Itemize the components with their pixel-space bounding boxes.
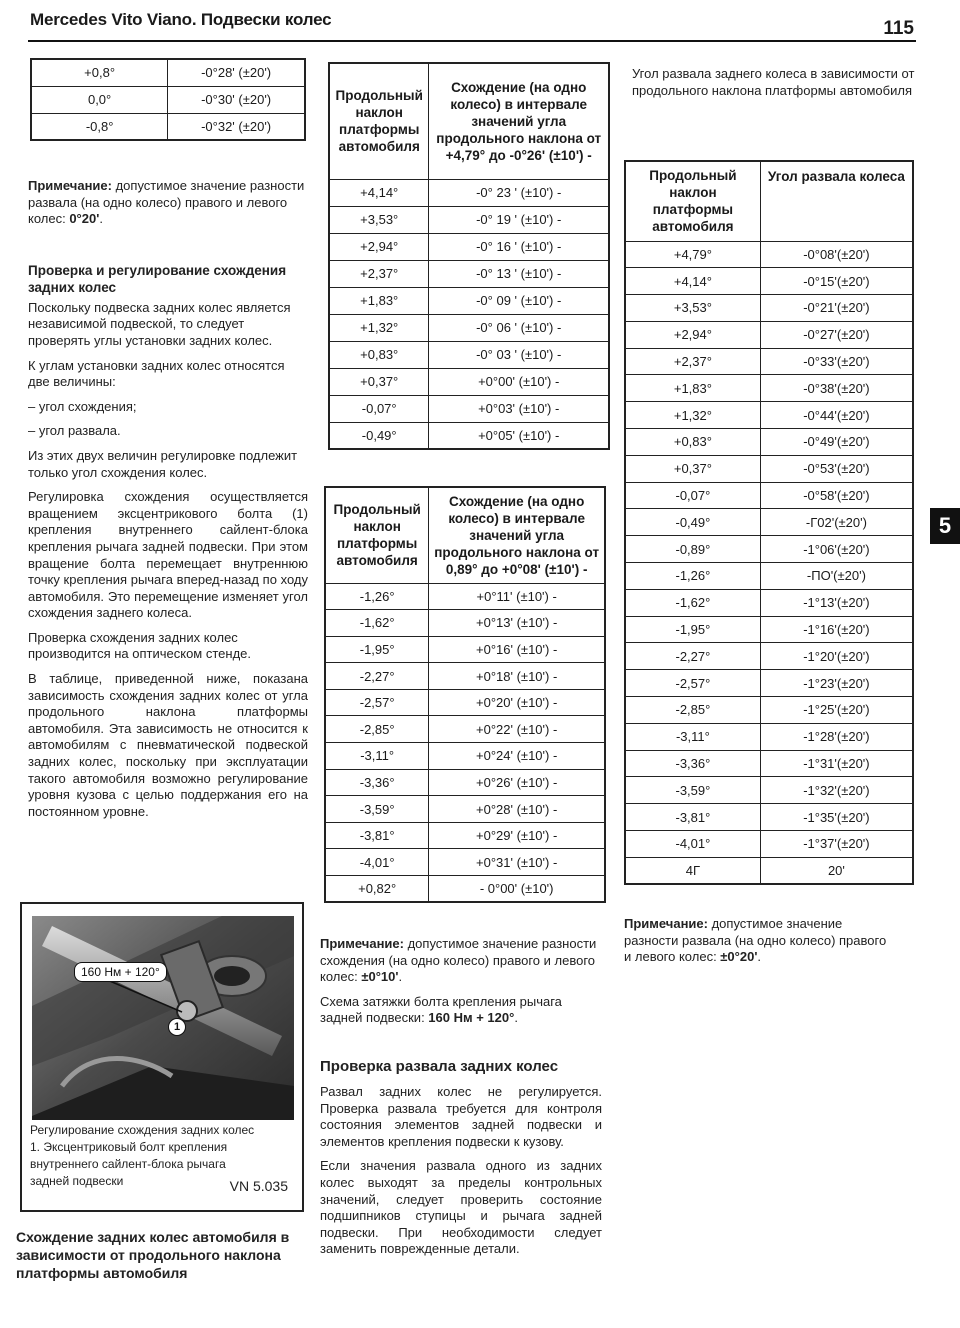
value-cell: +0°16' (±10') -	[429, 636, 605, 663]
value-cell: -0°33'(±20')	[760, 348, 913, 375]
tilt-cell: +0,83°	[625, 429, 760, 456]
tilt-cell: +2,94°	[329, 233, 429, 260]
table-row	[625, 295, 913, 322]
table-row	[31, 113, 305, 140]
value-cell: +0°29' (±10') -	[429, 822, 605, 849]
chapter-tab: 5	[930, 508, 960, 544]
header-rule	[28, 40, 916, 42]
tilt-cell: -0,49°	[329, 422, 429, 449]
tilt-cell: -3,81°	[325, 822, 429, 849]
table-row	[625, 563, 913, 590]
value-cell: +0°22' (±10') -	[429, 716, 605, 743]
table-row	[325, 716, 605, 743]
table-row	[329, 395, 609, 422]
left-paragraph: Регулировка схождения осуществляется вращением эксцентрикового болта (1) крепления внутреннего сайлент-блока крепления рычага задней подвески. При этом вращение болта перемещает внутреннюю точку крепления рычага вперед-назад по ходу автомобиля. Это перемещение изменяет угол схождения заднего колеса.	[28, 489, 308, 621]
value-cell: +0°31' (±10') -	[429, 849, 605, 876]
torque-label: 160 Нм + 120°	[74, 962, 167, 982]
table-row	[625, 402, 913, 429]
table-row	[625, 509, 913, 536]
table-row	[625, 697, 913, 724]
toe-table-lower-body	[325, 583, 605, 902]
tilt-cell: +0,37°	[625, 455, 760, 482]
tilt-cell: +3,53°	[329, 206, 429, 233]
figure-caption-title: Регулирование схождения задних колес	[30, 1123, 255, 1137]
value-cell: -0° 03 ' (±10') -	[429, 341, 609, 368]
camber-table-head-camber: Угол развала колеса	[760, 161, 913, 241]
tilt-cell: 4Г	[625, 857, 760, 884]
right-note-end: .	[757, 949, 762, 965]
table-row	[625, 429, 913, 456]
middle-note-value: ±0°10'	[361, 969, 399, 985]
torque-scheme	[320, 994, 602, 1027]
tilt-cell: +2,94°	[625, 321, 760, 348]
table-row	[625, 857, 913, 884]
middle-note-end: .	[398, 969, 403, 985]
value-cell: +0°00' (±10') -	[429, 368, 609, 395]
table-row	[325, 689, 605, 716]
tilt-cell: -3,59°	[325, 796, 429, 823]
tilt-cell: -3,11°	[625, 723, 760, 750]
table-row	[325, 583, 605, 610]
tilt-cell: -2,57°	[325, 689, 429, 716]
tilt-cell: -2,85°	[325, 716, 429, 743]
tilt-cell: +0,83°	[329, 341, 429, 368]
value-cell: 20'	[760, 857, 913, 884]
tilt-cell: +4,79°	[625, 241, 760, 268]
tilt-cell: +1,32°	[329, 314, 429, 341]
right-note	[624, 916, 894, 966]
value-cell: -1°23'(±20')	[760, 670, 913, 697]
tilt-cell: -1,26°	[325, 583, 429, 610]
table-row	[325, 743, 605, 770]
right-note-text: допустимое значение разности развала (на одно колесо) правого и левого колес:	[624, 916, 887, 965]
value-cell: -1°16'(±20')	[760, 616, 913, 643]
tilt-cell: -0,89°	[625, 536, 760, 563]
middle-text-column	[320, 936, 602, 1266]
tilt-cell: -0,07°	[329, 395, 429, 422]
value-cell: -0°38'(±20')	[760, 375, 913, 402]
suspension-photo-drawing	[32, 916, 294, 1120]
table-row	[329, 368, 609, 395]
camber-table-body	[625, 241, 913, 884]
toe-table-lower	[324, 486, 606, 903]
table-row	[625, 455, 913, 482]
value-cell: -1°35'(±20')	[760, 804, 913, 831]
left-paragraph: В таблице, приведенной ниже, показана зависимость схождения задних колес от угла продольного наклона платформы автомобиля. Эта зависимость не относится к автомобилям с пневматической подвеской задних колес, поскольку при эксплуатации такого автомобиля возможно регулирование уровня кузова с целью поддержания его на постоянном уровне.	[28, 671, 308, 819]
value-cell: -0°30' (±20')	[168, 86, 305, 113]
tilt-cell: +2,37°	[329, 260, 429, 287]
value-cell: -0°27'(±20')	[760, 321, 913, 348]
table-row	[329, 341, 609, 368]
value-cell: +0°05' (±10') -	[429, 422, 609, 449]
value-cell: -1°32'(±20')	[760, 777, 913, 804]
value-cell: +0°03' (±10') -	[429, 395, 609, 422]
value-cell: +0°13' (±10') -	[429, 610, 605, 637]
torque-scheme-end: .	[514, 1010, 518, 1026]
callout-marker: 1	[168, 1018, 186, 1036]
value-cell: -1°31'(±20')	[760, 750, 913, 777]
table-row	[625, 670, 913, 697]
tilt-cell: +0,82°	[325, 876, 429, 903]
table-row	[625, 321, 913, 348]
tilt-cell: +0,37°	[329, 368, 429, 395]
value-cell: -1°37'(±20')	[760, 831, 913, 858]
camber-table-head-tilt: Продольный наклон платформы автомобиля	[625, 161, 760, 241]
table-row	[625, 536, 913, 563]
table-row	[31, 86, 305, 113]
table-row	[329, 206, 609, 233]
tilt-cell: +4,14°	[625, 268, 760, 295]
camber-continuation-body	[31, 59, 305, 140]
tilt-cell: -3,36°	[325, 769, 429, 796]
table-row	[625, 643, 913, 670]
tilt-cell: -1,26°	[625, 563, 760, 590]
tilt-cell: -0,49°	[625, 509, 760, 536]
tilt-cell: +1,83°	[625, 375, 760, 402]
camber-section-title: Проверка развала задних колес	[320, 1057, 559, 1075]
value-cell: -0°49'(±20')	[760, 429, 913, 456]
table-row	[329, 233, 609, 260]
left-text-column	[28, 178, 308, 828]
toe-table-upper	[328, 62, 610, 450]
value-cell: -1°06'(±20')	[760, 536, 913, 563]
table-row	[625, 723, 913, 750]
tilt-cell: -4,01°	[625, 831, 760, 858]
table-row	[625, 831, 913, 858]
right-note-block	[624, 916, 894, 974]
value-cell: -0°32' (±20')	[168, 113, 305, 140]
right-note-value: ±0°20'	[720, 949, 758, 965]
value-cell: -0°15'(±20')	[760, 268, 913, 295]
left-paragraph: Проверка схождения задних колес производится на оптическом стенде.	[28, 629, 251, 662]
value-cell: +0°24' (±10') -	[429, 743, 605, 770]
right-note-label: Примечание:	[624, 916, 708, 931]
left-paragraph: К углам установки задних колес относятся две величины:	[28, 357, 285, 390]
table-row	[325, 663, 605, 690]
left-paragraph: – угол схождения;	[28, 398, 137, 414]
toe-table-heading: Схождение задних колес автомобиля в зависимости от продольного наклона платформы автомобиля	[16, 1229, 290, 1281]
value-cell: -Г02'(±20')	[760, 509, 913, 536]
toe-table-lower-head-tilt: Продольный наклон платформы автомобиля	[325, 487, 429, 583]
table-row	[329, 287, 609, 314]
table-row	[625, 482, 913, 509]
value-cell: -1°28'(±20')	[760, 723, 913, 750]
tilt-cell: +1,32°	[625, 402, 760, 429]
torque-scheme-text: Схема затяжки болта крепления рычага задней подвески:	[320, 993, 562, 1026]
tilt-cell: -2,27°	[325, 663, 429, 690]
value-cell: -0° 09 ' (±10') -	[429, 287, 609, 314]
table-row	[625, 804, 913, 831]
left-paragraph: – угол развала.	[28, 423, 121, 439]
camber-intro: Угол развала заднего колеса в зависимости от продольного наклона платформы автомобиля	[632, 66, 915, 98]
left-note	[28, 178, 308, 228]
toe-table-upper-body	[329, 179, 609, 449]
tilt-cell: -1,95°	[325, 636, 429, 663]
tilt-cell: -2,27°	[625, 643, 760, 670]
table-row	[329, 179, 609, 206]
value-cell: -1°13'(±20')	[760, 589, 913, 616]
right-intro	[632, 66, 916, 107]
value-cell: +0°28' (±10') -	[429, 796, 605, 823]
figure-caption-item: 1. Эксцентриковый болт крепления внутреннего сайлент-блока рычага задней подвески	[30, 1140, 228, 1188]
value-cell: -0°08'(±20')	[760, 241, 913, 268]
tilt-cell: -4,01°	[325, 849, 429, 876]
value-cell: -0°53'(±20')	[760, 455, 913, 482]
middle-note-text: допустимое значение разности схождения (на одно колесо) правого и левого колес:	[320, 936, 597, 985]
table-row	[329, 422, 609, 449]
middle-paragraph: Развал задних колес не регулируется. Проверка развала требуется для контроля состояния элементов задней подвески и элементов крепления подвески к кузову.	[320, 1083, 602, 1149]
toe-table-lower-head-toe: Схождение (на одно колесо) в интервале значений угла продольного наклона от 0,89° до +0°08' (±10') -	[429, 487, 605, 583]
toe-table-upper-head-toe: Схождение (на одно колесо) в интервале значений угла продольного наклона от +4,79° до -0°26' (±10') -	[429, 63, 609, 179]
table-row	[325, 822, 605, 849]
table-row	[325, 636, 605, 663]
middle-note-label: Примечание:	[320, 936, 404, 951]
table-row	[329, 314, 609, 341]
tilt-cell: +2,37°	[625, 348, 760, 375]
left-note-text: допустимое значение разности развала (на одно колесо) правого и левого колес:	[28, 178, 305, 227]
table-row	[325, 769, 605, 796]
camber-continuation-table	[30, 58, 306, 141]
table-row	[329, 260, 609, 287]
value-cell: -0°58'(±20')	[760, 482, 913, 509]
value-cell: -1°20'(±20')	[760, 643, 913, 670]
table-row	[625, 616, 913, 643]
tilt-cell: +0,8°	[31, 59, 168, 86]
tilt-cell: 0,0°	[31, 86, 168, 113]
table-row	[625, 241, 913, 268]
value-cell: +0°18' (±10') -	[429, 663, 605, 690]
table-row	[325, 876, 605, 903]
tilt-cell: +1,83°	[329, 287, 429, 314]
table-row	[625, 589, 913, 616]
table-row	[625, 268, 913, 295]
bottom-left-heading	[16, 1228, 306, 1286]
value-cell: -0°21'(±20')	[760, 295, 913, 322]
left-paragraph: Из этих двух величин регулировке подлежит только угол схождения колес.	[28, 447, 298, 480]
torque-scheme-value: 160 Нм + 120°	[428, 1010, 515, 1026]
value-cell: - 0°00' (±10')	[429, 876, 605, 903]
toe-table-upper-head-tilt: Продольный наклон платформы автомобиля	[329, 63, 429, 179]
middle-paragraph: Если значения развала одного из задних колес выходят за пределы контрольных значений, следует проверить состояние подшипников ступицы и рычага задней подвески. При необходимости следует заменить поврежденные детали.	[320, 1158, 602, 1257]
tilt-cell: -0,8°	[31, 113, 168, 140]
page-number: 115	[883, 18, 914, 39]
tilt-cell: -1,62°	[625, 589, 760, 616]
tilt-cell: +3,53°	[625, 295, 760, 322]
tilt-cell: -2,85°	[625, 697, 760, 724]
tilt-cell: -1,95°	[625, 616, 760, 643]
table-row	[625, 375, 913, 402]
page-header-title: Mercedes Vito Viano. Подвески колес	[30, 10, 332, 29]
left-note-value: 0°20'	[69, 211, 100, 227]
value-cell: -1°25'(±20')	[760, 697, 913, 724]
tilt-cell: -2,57°	[625, 670, 760, 697]
table-row	[325, 796, 605, 823]
table-row	[625, 750, 913, 777]
value-cell: -0° 19 ' (±10') -	[429, 206, 609, 233]
value-cell: -0°44'(±20')	[760, 402, 913, 429]
value-cell: -0° 23 ' (±10') -	[429, 179, 609, 206]
value-cell: -0° 13 ' (±10') -	[429, 260, 609, 287]
left-note-label: Примечание:	[28, 178, 112, 193]
tilt-cell: -1,62°	[325, 610, 429, 637]
value-cell: +0°11' (±10') -	[429, 583, 605, 610]
figure-frame	[20, 902, 304, 1212]
left-note-end: .	[99, 211, 103, 227]
table-row	[625, 777, 913, 804]
figure-code: VN 5.035	[229, 1178, 288, 1194]
suspension-photo	[32, 916, 294, 1120]
table-row	[31, 59, 305, 86]
table-row	[325, 610, 605, 637]
value-cell: -0°28' (±20')	[168, 59, 305, 86]
left-paragraph: Поскольку подвеска задних колес является независимой подвеской, то следует проверять углы установки задних колес.	[28, 299, 291, 348]
toe-section-title: Проверка и регулирование схождения задних колес	[28, 262, 287, 295]
tilt-cell: -3,59°	[625, 777, 760, 804]
tilt-cell: -0,07°	[625, 482, 760, 509]
tilt-cell: -3,81°	[625, 804, 760, 831]
table-row	[325, 849, 605, 876]
value-cell: +0°26' (±10') -	[429, 769, 605, 796]
value-cell: +0°20' (±10') -	[429, 689, 605, 716]
table-row	[625, 348, 913, 375]
middle-note	[320, 936, 602, 986]
tilt-cell: -3,36°	[625, 750, 760, 777]
camber-table	[624, 160, 914, 885]
value-cell: -0° 16 ' (±10') -	[429, 233, 609, 260]
tilt-cell: -3,11°	[325, 743, 429, 770]
tilt-cell: +4,14°	[329, 179, 429, 206]
value-cell: -0° 06 ' (±10') -	[429, 314, 609, 341]
value-cell: -ПО'(±20')	[760, 563, 913, 590]
